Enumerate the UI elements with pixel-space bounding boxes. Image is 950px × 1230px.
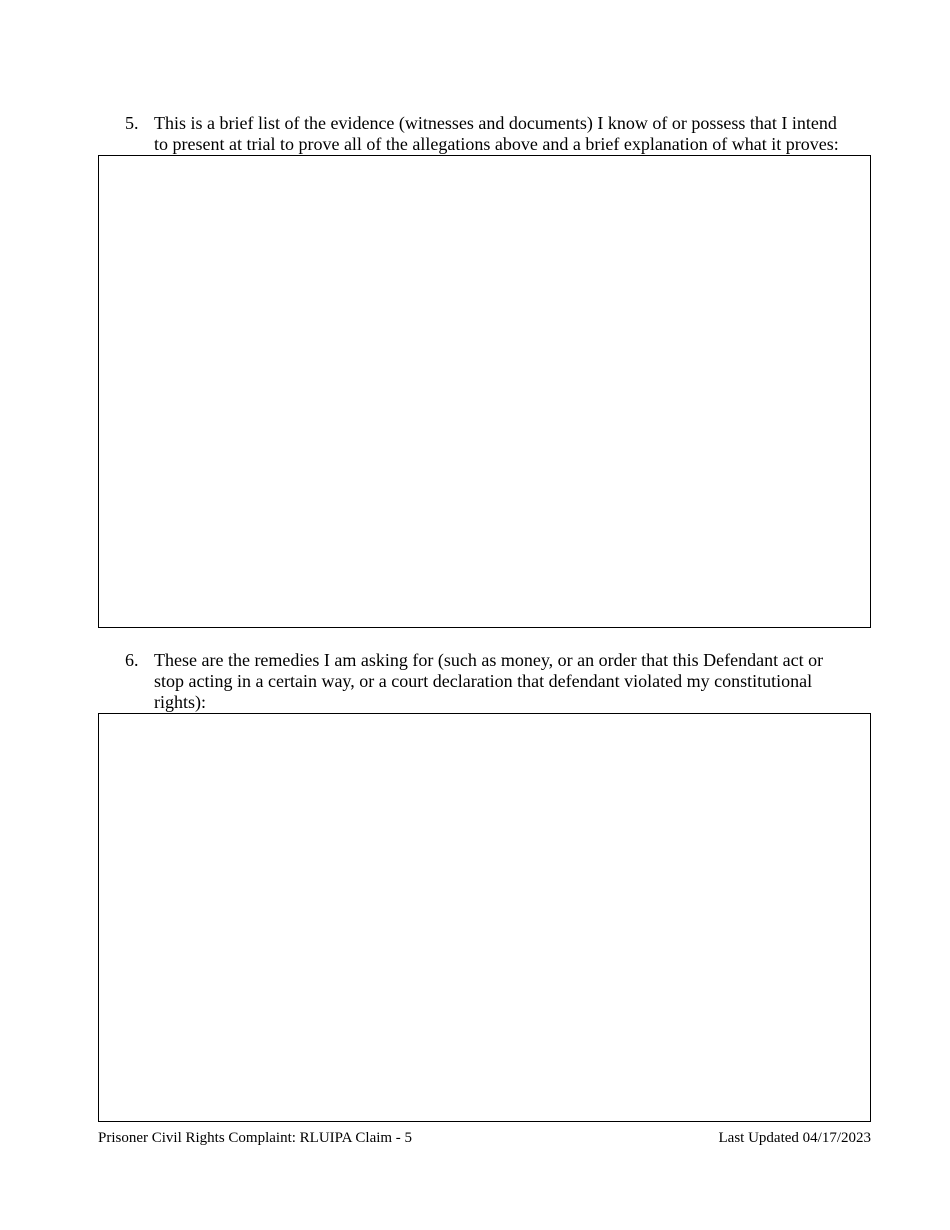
footer-last-updated: Last Updated 04/17/2023 xyxy=(718,1130,871,1146)
item-text-line: This is a brief list of the evidence (witnesses and documents) I know of or possess that I intend xyxy=(154,113,837,133)
item-text xyxy=(154,650,874,713)
item-text-line: rights): xyxy=(154,692,206,712)
item-text-line: These are the remedies I am asking for (such as money, or an order that this Defendant act or xyxy=(154,650,824,670)
item-number: 6. xyxy=(125,650,139,670)
item-text-line: to present at trial to prove all of the allegations above and a brief explanation of what it proves: xyxy=(154,134,839,154)
item-text-line: stop acting in a certain way, or a court declaration that defendant violated my constitutional xyxy=(154,671,813,691)
item-text xyxy=(154,113,874,155)
evidence-answer-box[interactable] xyxy=(98,155,871,628)
remedies-answer-box[interactable] xyxy=(98,713,871,1122)
item-number: 5. xyxy=(125,113,139,133)
footer-document-title: Prisoner Civil Rights Complaint: RLUIPA Claim - 5 xyxy=(98,1130,413,1146)
